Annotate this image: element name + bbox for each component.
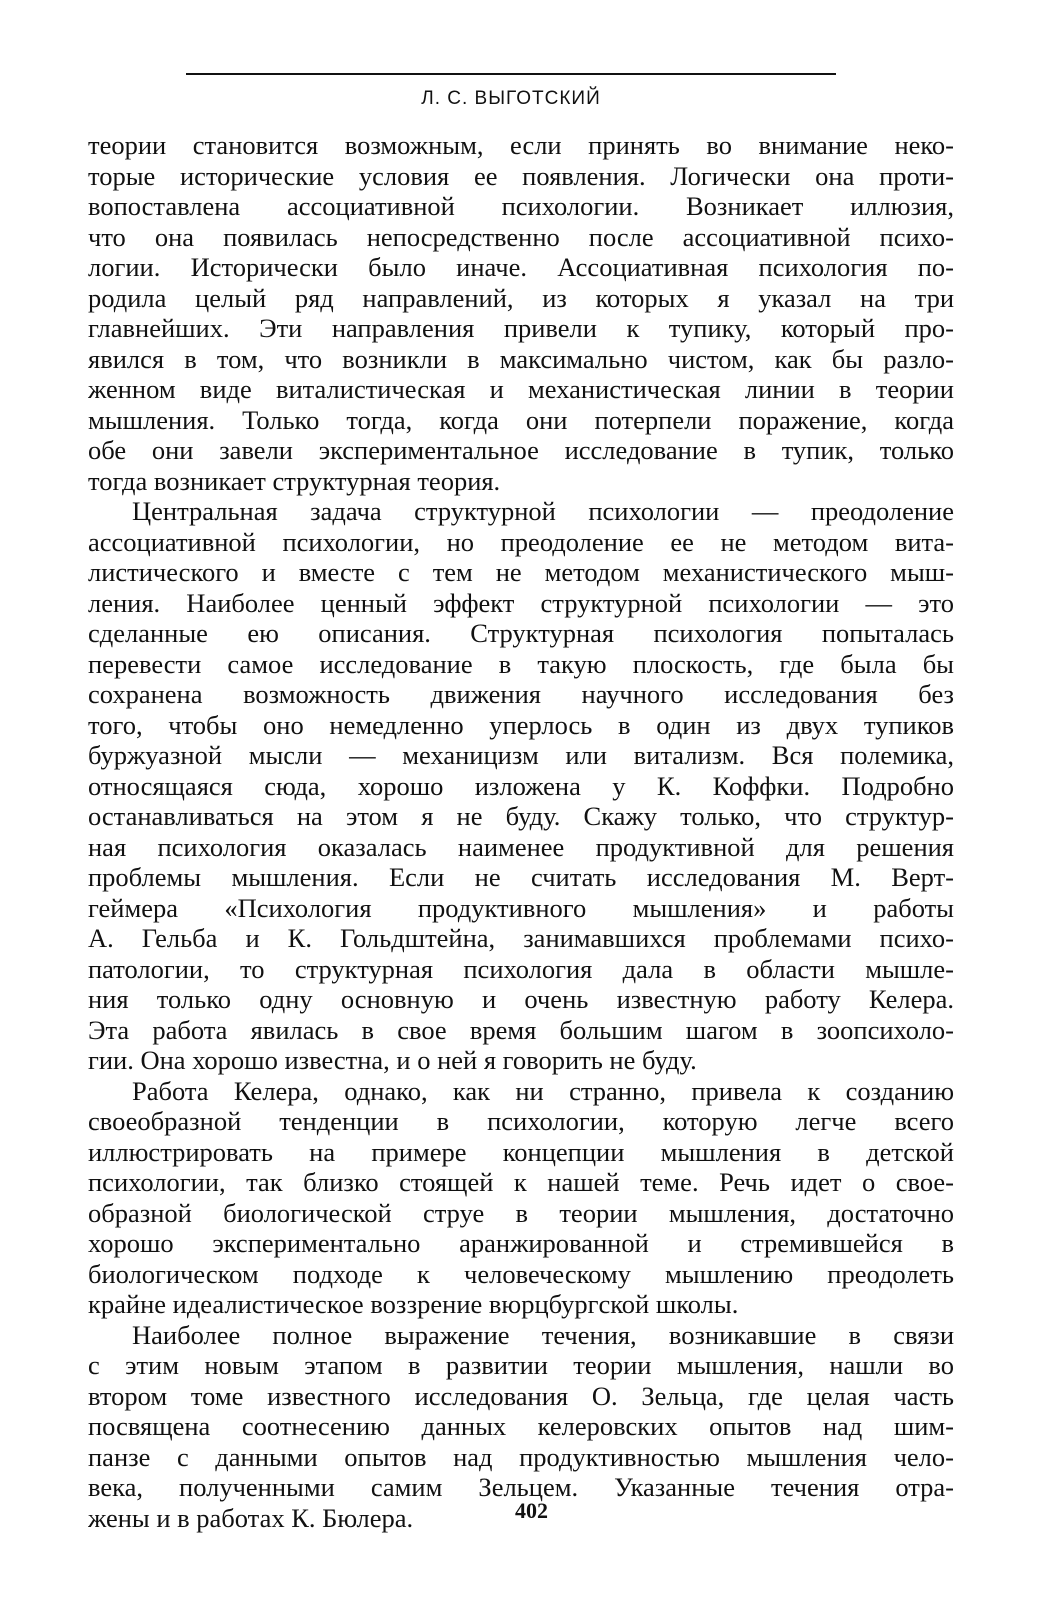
text-line: проблемы мышления. Если не считать исследования М. Верт- <box>88 862 954 892</box>
text-line: втором томе известного исследования О. Зельца, где целая часть <box>88 1380 954 1411</box>
text-line: века, полученными самим Зельцем. Указанные течения отра- <box>88 1472 954 1502</box>
text-line: Работа Келера, однако, как ни странно, привела к созданию <box>132 1075 954 1106</box>
text-line: останавливаться на этом я не буду. Скажу только, что структур- <box>88 801 954 831</box>
text-line: перевести самое исследование в такую плоскость, где была бы <box>88 648 954 679</box>
text-line: иллюстрировать на примере концепции мышления в детской <box>88 1136 954 1167</box>
text-line: главнейших. Эти направления привели к тупику, который про- <box>88 313 954 343</box>
text-line: своеобразной тенденции в психологии, которую легче всего <box>88 1106 954 1136</box>
text-line: сделанные ею описания. Структурная психология попыталась <box>88 618 954 648</box>
paragraph <box>88 496 954 1076</box>
text-line: буржуазной мысли — механицизм или витализм. Вся полемика, <box>88 740 954 770</box>
text-line: А. Гельба и К. Гольдштейна, занимавшихся проблемами психо- <box>88 923 954 953</box>
text-line: панзе с данными опытов над продуктивностью мышления чело- <box>88 1441 954 1472</box>
text-line: посвящена соотнесению данных келеровских опытов над шим- <box>88 1411 954 1441</box>
text-line: что она появилась непосредственно после ассоциативной психо- <box>88 221 954 252</box>
text-line: геймера «Психология продуктивного мышления» и работы <box>88 892 954 923</box>
text-line: Эта работа явилась в свое время большим шагом в зоопсихоло- <box>88 1014 954 1045</box>
text-line: листического и вместе с тем не методом механистического мыш- <box>88 557 954 587</box>
header-rule <box>186 73 836 75</box>
text-line: вопоставлена ассоциативной психологии. Возникает иллюзия, <box>88 191 954 221</box>
text-line: обе они завели экспериментальное исследование в тупик, только <box>88 435 954 465</box>
text-line: хорошо экспериментально аранжированной и стремившейся в <box>88 1228 954 1258</box>
text-line: Центральная задача структурной психологии — преодоление <box>132 496 954 526</box>
text-line: патологии, то структурная психология дала в области мышле- <box>88 953 954 984</box>
text-line: относящаяся сюда, хорошо изложена у К. Коффки. Подробно <box>88 770 954 801</box>
text-line: торые исторические условия ее появления. Логически она проти- <box>88 160 954 191</box>
text-line: Наиболее полное выражение течения, возникавшие в связи <box>132 1319 954 1350</box>
page-number: 402 <box>515 1498 548 1523</box>
text-line: гии. Она хорошо известна, и о ней я говорить не буду. <box>88 1045 697 1075</box>
text-line: ассоциативной психологии, но преодоление ее не методом вита- <box>88 526 954 557</box>
text-line: жены и в работах К. Бюлера. <box>88 1502 414 1533</box>
text-line: тогда возникает структурная теория. <box>88 465 501 496</box>
text-line: теории становится возможным, если принять во внимание неко- <box>88 130 954 160</box>
text-line: с этим новым этапом в развитии теории мышления, нашли во <box>88 1350 954 1380</box>
text-line: явился в том, что возникли в максимально чистом, как бы разло- <box>88 343 954 374</box>
text-line: психологии, так близко стоящей к нашей теме. Речь идет о свое- <box>88 1167 954 1197</box>
text-line: сохранена возможность движения научного исследования без <box>88 679 954 709</box>
text-line: женном виде виталистическая и механистическая линии в теории <box>88 374 954 404</box>
text-line: крайне идеалистическое воззрение вюрцбургской школы. <box>88 1289 739 1319</box>
body-text <box>88 130 954 1533</box>
paragraph <box>88 130 954 496</box>
text-line: того, чтобы оно немедленно уперлось в один из двух тупиков <box>88 709 954 740</box>
running-head: Л. С. ВЫГОТСКИЙ <box>421 88 601 109</box>
text-line: логии. Исторически было иначе. Ассоциативная психология по- <box>88 252 954 282</box>
text-line: ния только одну основную и очень известную работу Келера. <box>88 984 954 1014</box>
paragraph <box>88 1076 954 1320</box>
text-line: образной биологической струе в теории мышления, достаточно <box>88 1197 954 1228</box>
text-line: родила целый ряд направлений, из которых я указал на три <box>88 282 954 313</box>
text-line: биологическом подходе к человеческому мышлению преодолеть <box>88 1258 954 1289</box>
text-line: мышления. Только тогда, когда они потерпели поражение, когда <box>88 404 954 435</box>
text-line: ления. Наиболее ценный эффект структурной психологии — это <box>88 587 954 618</box>
text-line: ная психология оказалась наименее продуктивной для решения <box>88 831 954 862</box>
